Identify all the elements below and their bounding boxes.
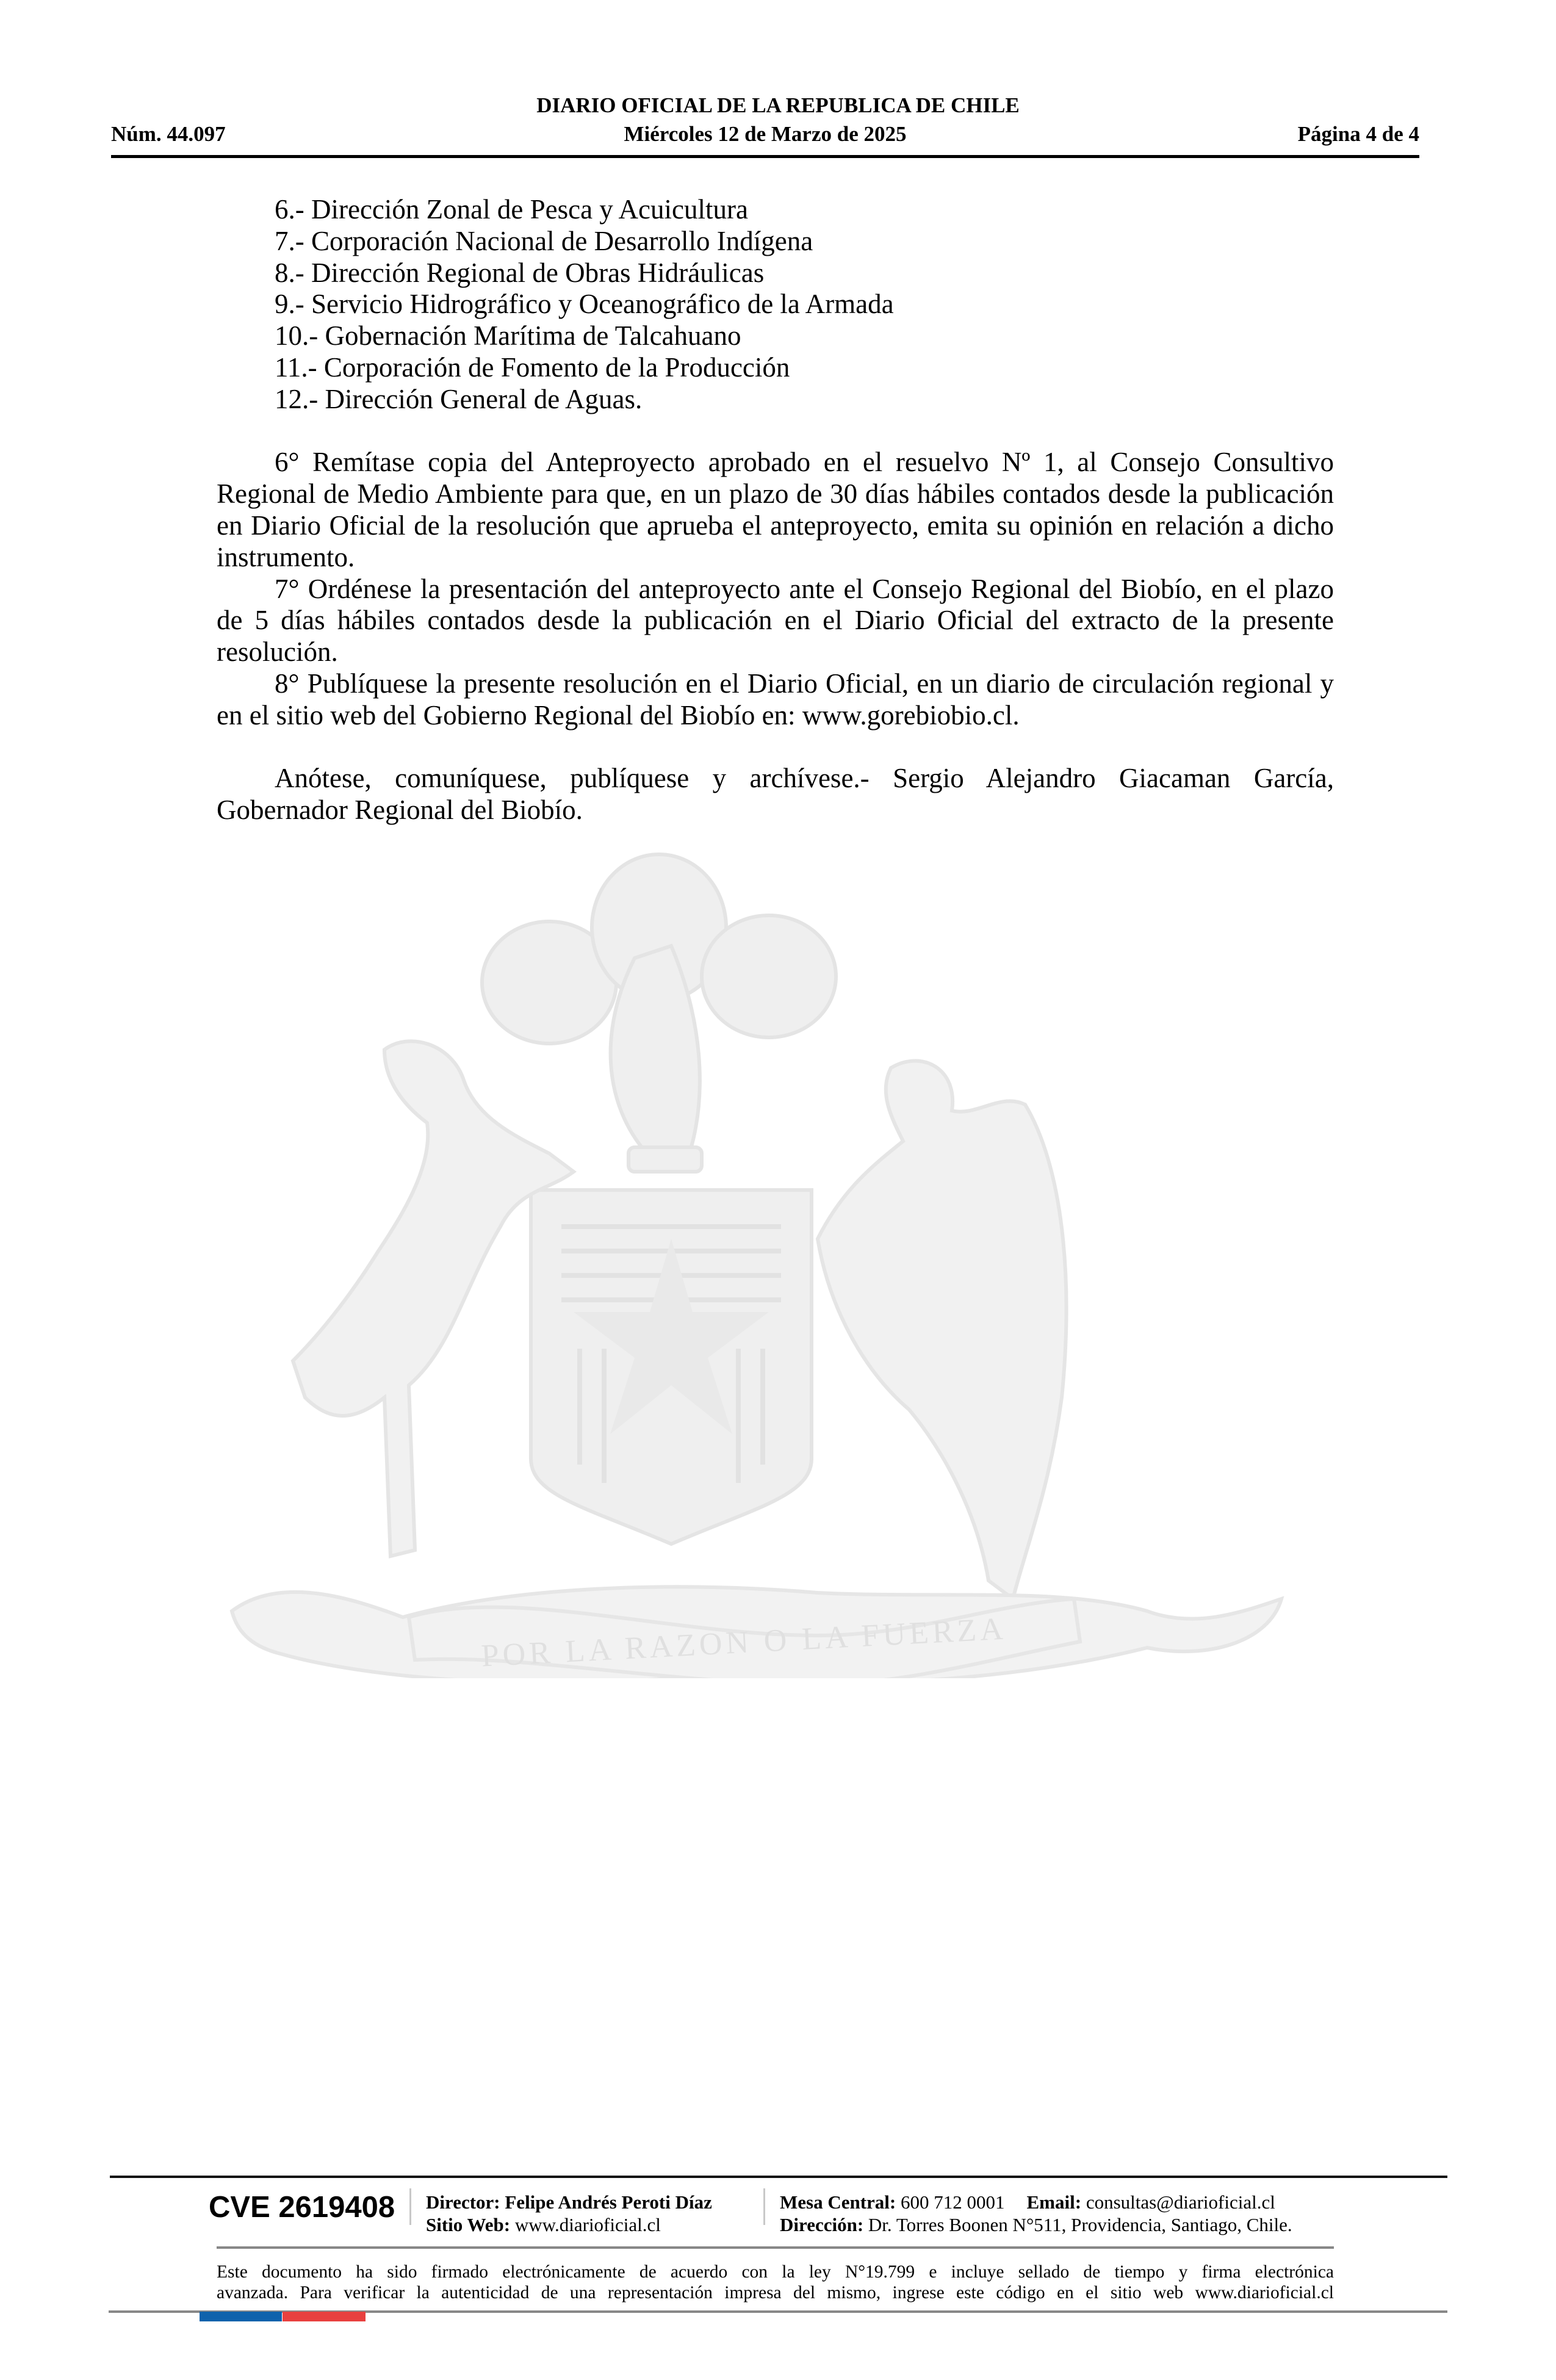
list-item: 7.- Corporación Nacional de Desarrollo Indígena bbox=[275, 225, 813, 256]
footer-director-block bbox=[426, 2191, 712, 2236]
flag-stripe-blue bbox=[200, 2312, 282, 2321]
footer-top-divider bbox=[110, 2176, 1447, 2178]
header-meta-row bbox=[111, 121, 1419, 148]
closing-signature: Anótese, comuníquese, publíquese y archívese.- Sergio Alejandro Giacaman García, Gobernador Regional del Biobío. bbox=[217, 763, 1334, 826]
disclaimer-line: avanzada. Para verificar la autenticidad de una representación impresa del mismo, ingrese este código en el sitio web www.diarioficial.cl bbox=[217, 2283, 1334, 2302]
list-item: 6.- Dirección Zonal de Pesca y Acuicultura bbox=[275, 194, 748, 225]
list-item: 12.- Dirección General de Aguas. bbox=[275, 383, 643, 414]
spacer bbox=[217, 416, 1334, 447]
list-item: 10.- Gobernación Marítima de Talcahuano bbox=[275, 320, 741, 352]
footer-separator bbox=[409, 2188, 411, 2225]
phone-number: 600 712 0001 bbox=[901, 2191, 1005, 2213]
header-divider bbox=[111, 155, 1419, 158]
publication-title: DIARIO OFICIAL DE LA REPUBLICA DE CHILE bbox=[536, 93, 1020, 117]
flag-stripe-red bbox=[283, 2312, 366, 2321]
director-name: Felipe Andrés Peroti Díaz bbox=[505, 2191, 712, 2213]
coat-of-arms-motto: POR LA RAZON O LA FUERZA bbox=[480, 1611, 1008, 1674]
address-value: Dr. Torres Boonen N°511, Providencia, Santiago, Chile. bbox=[868, 2214, 1292, 2235]
director-label: Director: bbox=[426, 2191, 500, 2213]
phone-label: Mesa Central: bbox=[780, 2191, 896, 2213]
issue-number: Núm. 44.097 bbox=[111, 122, 226, 146]
cve-code: CVE 2619408 bbox=[209, 2191, 395, 2224]
website-label: Sitio Web: bbox=[426, 2214, 511, 2235]
footer-inner-divider bbox=[217, 2246, 1334, 2249]
email-link[interactable]: consultas@diarioficial.cl bbox=[1086, 2191, 1275, 2213]
website-link[interactable]: www.diarioficial.cl bbox=[514, 2214, 661, 2235]
issue-date: Miércoles 12 de Marzo de 2025 bbox=[624, 122, 907, 146]
document-body bbox=[217, 194, 1334, 826]
resolution-paragraph-8: 8° Publíquese la presente resolución en el Diario Oficial, en un diario de circulación regional y en el sitio web del Gobierno Regional del Biobío en: www.gorebiobio.cl. bbox=[217, 668, 1334, 730]
institution-list bbox=[217, 194, 1334, 416]
footer-contact-block bbox=[780, 2191, 1292, 2236]
resolution-paragraph-6: 6° Remítase copia del Anteproyecto aprobado en el resuelvo Nº 1, al Consejo Consultivo Regional de Medio Ambiente para que, en un plazo de 30 días hábiles contados desde la publicación en Diario Oficial de la resolución que aprueba el anteproyecto, emita su opinión en relación a dicho instrumento. bbox=[217, 447, 1334, 572]
list-item: 9.- Servicio Hidrográfico y Oceanográfico de la Armada bbox=[275, 289, 894, 320]
page-indicator: Página 4 de 4 bbox=[1297, 122, 1419, 146]
email-label: Email: bbox=[1026, 2191, 1082, 2213]
spacer bbox=[217, 732, 1334, 763]
list-item: 8.- Dirección Regional de Obras Hidráulicas bbox=[275, 257, 765, 288]
footer-separator bbox=[763, 2188, 765, 2225]
signature-disclaimer bbox=[217, 2262, 1334, 2303]
chile-coat-of-arms-watermark-icon bbox=[207, 848, 1355, 1678]
address-label: Dirección: bbox=[780, 2214, 864, 2235]
resolution-paragraph-7: 7° Ordénese la presentación del anteproyecto ante el Consejo Regional del Biobío, en el plazo de 5 días hábiles contados desde la publicación en el Diario Oficial del extracto de la presente resolución. bbox=[217, 573, 1334, 668]
list-item: 11.- Corporación de Fomento de la Producción bbox=[275, 352, 790, 383]
disclaimer-line: Este documento ha sido firmado electrónicamente de acuerdo con la ley N°19.799 e incluye sellado de tiempo y firma electrónica bbox=[217, 2262, 1334, 2282]
